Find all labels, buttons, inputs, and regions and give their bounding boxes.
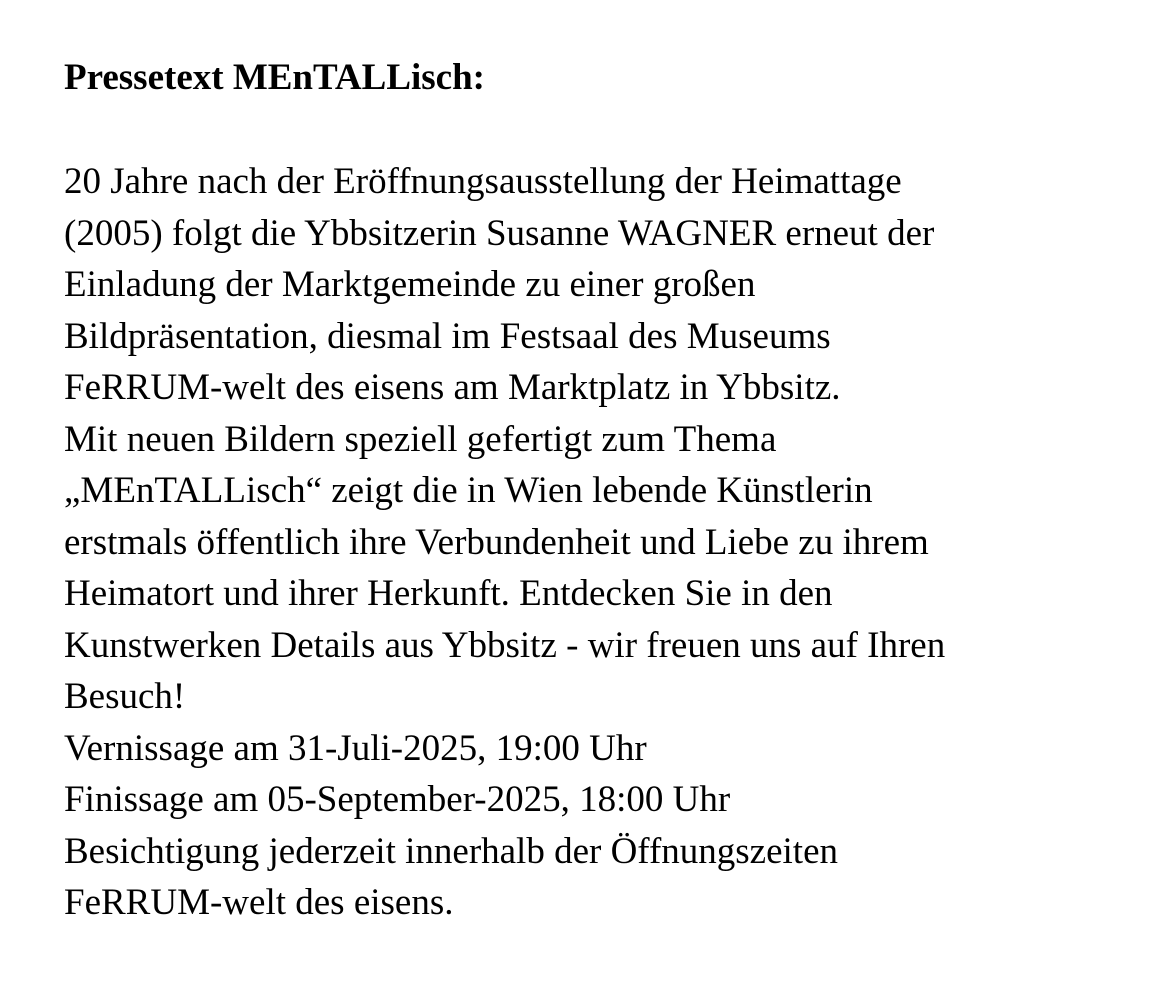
body-line: 20 Jahre nach der Eröffnungsausstellung der Heimattage <box>64 161 902 202</box>
document-body <box>64 156 1154 929</box>
body-line: erstmals öffentlich ihre Verbundenheit und Liebe zu ihrem <box>64 521 929 563</box>
body-line: FeRRUM-welt des eisens am Marktplatz in Ybbsitz. <box>64 367 841 408</box>
body-line: Besuch! <box>64 676 186 717</box>
visiting-info-venue: FeRRUM-welt des eisens. <box>64 882 454 923</box>
body-line: Kunstwerken Details aus Ybbsitz - wir freuen uns auf Ihren <box>64 624 946 666</box>
document-title: Pressetext MEnTALLisch: <box>64 57 486 98</box>
visiting-info: Besichtigung jederzeit innerhalb der Öffnungszeiten <box>64 830 839 872</box>
body-line: (2005) folgt die Ybbsitzerin Susanne WAGNER erneut der <box>64 212 935 254</box>
body-line: „MEnTALLisch“ zeigt die in Wien lebende Künstlerin <box>64 470 873 511</box>
press-release-document <box>64 52 1154 929</box>
event-vernissage: Vernissage am 31-Juli-2025, 19:00 Uhr <box>64 727 647 769</box>
event-finissage: Finissage am 05-September-2025, 18:00 Uhr <box>64 779 731 820</box>
body-line: Mit neuen Bildern speziell gefertigt zum Thema <box>64 418 777 460</box>
body-line: Heimatort und ihrer Herkunft. Entdecken Sie in den <box>64 573 833 614</box>
body-line: Einladung der Marktgemeinde zu einer großen <box>64 264 756 305</box>
body-line: Bildpräsentation, diesmal im Festsaal des Museums <box>64 315 831 357</box>
